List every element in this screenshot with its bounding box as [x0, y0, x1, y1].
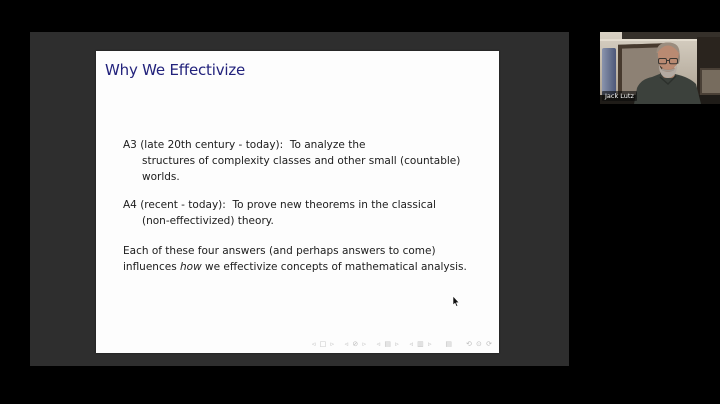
- slide-body-line: Each of these four answers (and perhaps answers to come): [123, 245, 436, 257]
- beamer-navigation-icons[interactable]: ◃ □ ▹ ◃ ⊘ ▹ ◃ ▤ ▹ ◃ ▥ ▹ ▤ ⟲ ⊙ ⟳: [311, 340, 493, 348]
- slide-body-line: A4 (recent - today): To prove new theorems in the classical: [123, 199, 436, 211]
- slide-body-line: A3 (late 20th century - today): To analyze the: [123, 139, 366, 151]
- line-post: we effectivize concepts of mathematical analysis.: [201, 261, 467, 273]
- slide-body-line: structures of complexity classes and other small (countable): [142, 155, 461, 167]
- slide-title: Why We Effectivize: [105, 61, 246, 79]
- slide-body: [96, 137, 499, 275]
- line-italic: how: [180, 261, 202, 273]
- slide-body-line: [96, 259, 499, 275]
- mouse-cursor-icon: [452, 296, 460, 308]
- webcam-tile[interactable]: [600, 32, 720, 104]
- slide: [96, 51, 499, 353]
- line-pre: influences: [123, 261, 180, 273]
- slide-body-line: worlds.: [142, 171, 180, 183]
- participant-name-badge: Jack Lutz: [602, 91, 637, 101]
- slide-body-line: (non-effectivized) theory.: [142, 215, 274, 227]
